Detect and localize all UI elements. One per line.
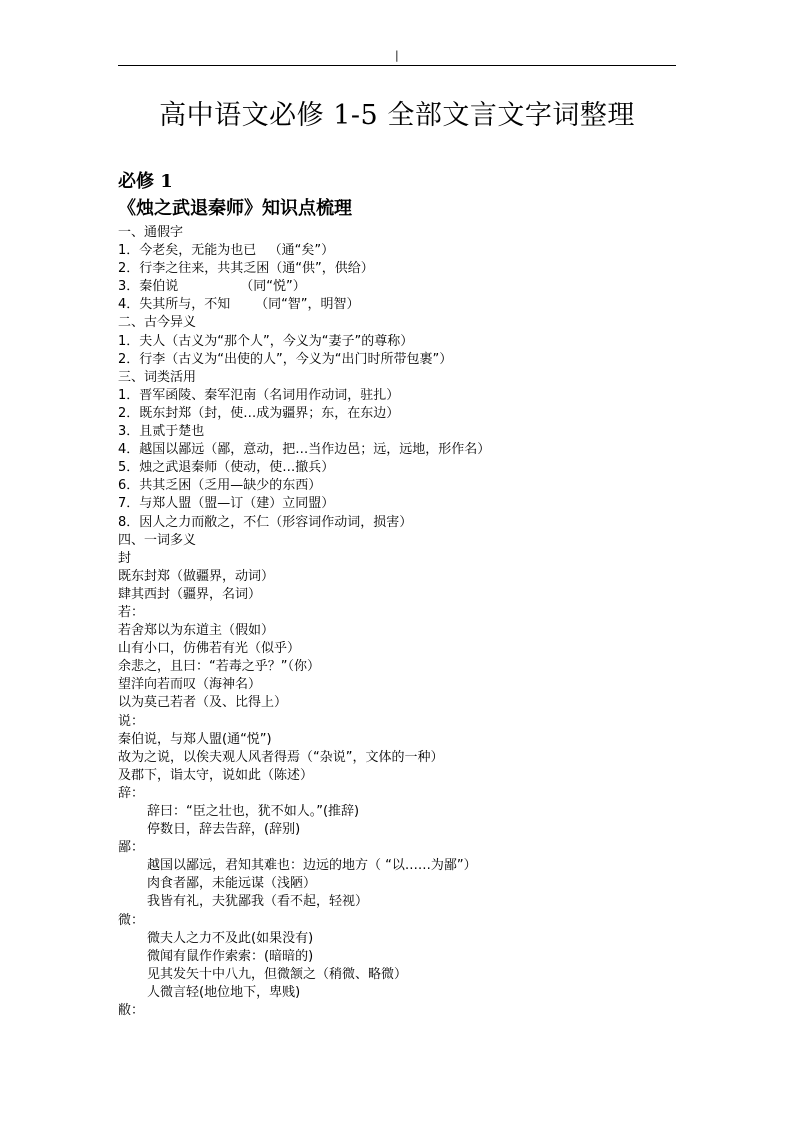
text-line: 望洋向若而叹（海神名）	[118, 677, 262, 693]
text-line: 以为莫己若者（及、比得上）	[118, 695, 288, 711]
text-line: 若：	[118, 604, 145, 620]
text-line: 既东封郑（做疆界，动词）	[118, 568, 275, 584]
header-mark: |	[395, 49, 399, 62]
text-line: 见其发矢十中八九，但微颔之（稍微、略微）	[147, 966, 408, 982]
text-line: 余悲之，且曰：“若毒之乎？”（你）	[118, 659, 320, 675]
text-line: 1．夫人（古义为“那个人”，今义为“妻子”的尊称）	[118, 333, 414, 349]
header-rule	[118, 65, 676, 66]
text-line: 辞：	[118, 785, 145, 801]
page-title: 高中语文必修 1-5 全部文言文字词整理	[159, 100, 635, 131]
text-line: 肆其西封（疆界，名词）	[118, 586, 262, 602]
text-line: 肉食者鄙，未能远谋（浅陋）	[147, 876, 317, 892]
text-line: 山有小口，仿佛若有光（似乎）	[118, 641, 301, 657]
text-line: 停数日，辞去告辞，(辞别)	[147, 822, 301, 838]
text-line: 人微言轻(地位地下，卑贱)	[147, 984, 301, 1000]
text-line: 四、一词多义	[118, 532, 197, 548]
text-line: 7．与郑人盟（盟—订（建）立同盟）	[118, 496, 335, 512]
text-line: 我皆有礼，夫犹鄙我（看不起，轻视）	[147, 894, 369, 910]
text-line: 5．烛之武退秦师（使动，使…撤兵）	[118, 460, 335, 476]
text-line: 秦伯说，与郑人盟(通“悦”)	[118, 731, 272, 747]
text-line: 微：	[118, 912, 145, 928]
text-line: 6．共其乏困（乏用—缺少的东西）	[118, 478, 322, 494]
article-heading: 《烛之武退秦师》知识点梳理	[118, 198, 352, 219]
text-line: 1．晋军函陵、秦军氾南（名词用作动词，驻扎）	[118, 387, 400, 403]
text-line: 4．越国以鄙远（鄙，意动，把…当作边邑；远，远地，形作名）	[118, 442, 491, 458]
text-line: 2．行李之往来，共其乏困（通“供”，供给）	[118, 261, 374, 277]
text-line: 若舍郑以为东道主（假如）	[118, 623, 275, 639]
text-line: 越国以鄙远，君知其难也：边远的地方（ “以……为鄙”）	[147, 858, 477, 874]
text-line: 封	[118, 550, 132, 566]
section-heading: 必修 1	[118, 171, 173, 192]
text-line: 辞曰：“臣之壮也，犹不如人。”(推辞)	[147, 804, 360, 819]
document-body	[118, 224, 678, 1020]
text-line: 2．既东封郑（封，使…成为疆界；东，在东边）	[118, 405, 400, 421]
text-line: 3．秦伯说 （同“悦”）	[118, 279, 306, 295]
text-line: 1．今老矣，无能为也已 （通“矣”）	[118, 243, 335, 259]
text-line: 3．且贰于楚也	[118, 424, 205, 440]
text-line: 2．行李（古义为“出使的人”，今义为“出门时所带包裹”）	[118, 351, 453, 367]
text-line: 故为之说，以俟夫观人风者得焉（“杂说”，文体的一种）	[118, 749, 444, 765]
text-line: 说：	[118, 713, 145, 729]
text-line: 三、词类活用	[118, 369, 197, 385]
text-line: 敝：	[118, 1003, 145, 1019]
text-line: 二、古今异义	[118, 315, 197, 331]
text-line: 微闻有鼠作作索索：(暗暗的)	[147, 948, 314, 964]
text-line: 8．因人之力而敝之，不仁（形容词作动词，损害）	[118, 514, 413, 530]
text-line: 微夫人之力不及此(如果没有)	[147, 930, 314, 946]
text-line: 一、通假字	[118, 225, 184, 240]
text-line: 4．失其所与，不知 （同“智”，明智）	[118, 297, 360, 313]
text-line: 鄙：	[118, 840, 145, 856]
text-line: 及郡下，诣太守，说如此（陈述）	[118, 767, 314, 783]
